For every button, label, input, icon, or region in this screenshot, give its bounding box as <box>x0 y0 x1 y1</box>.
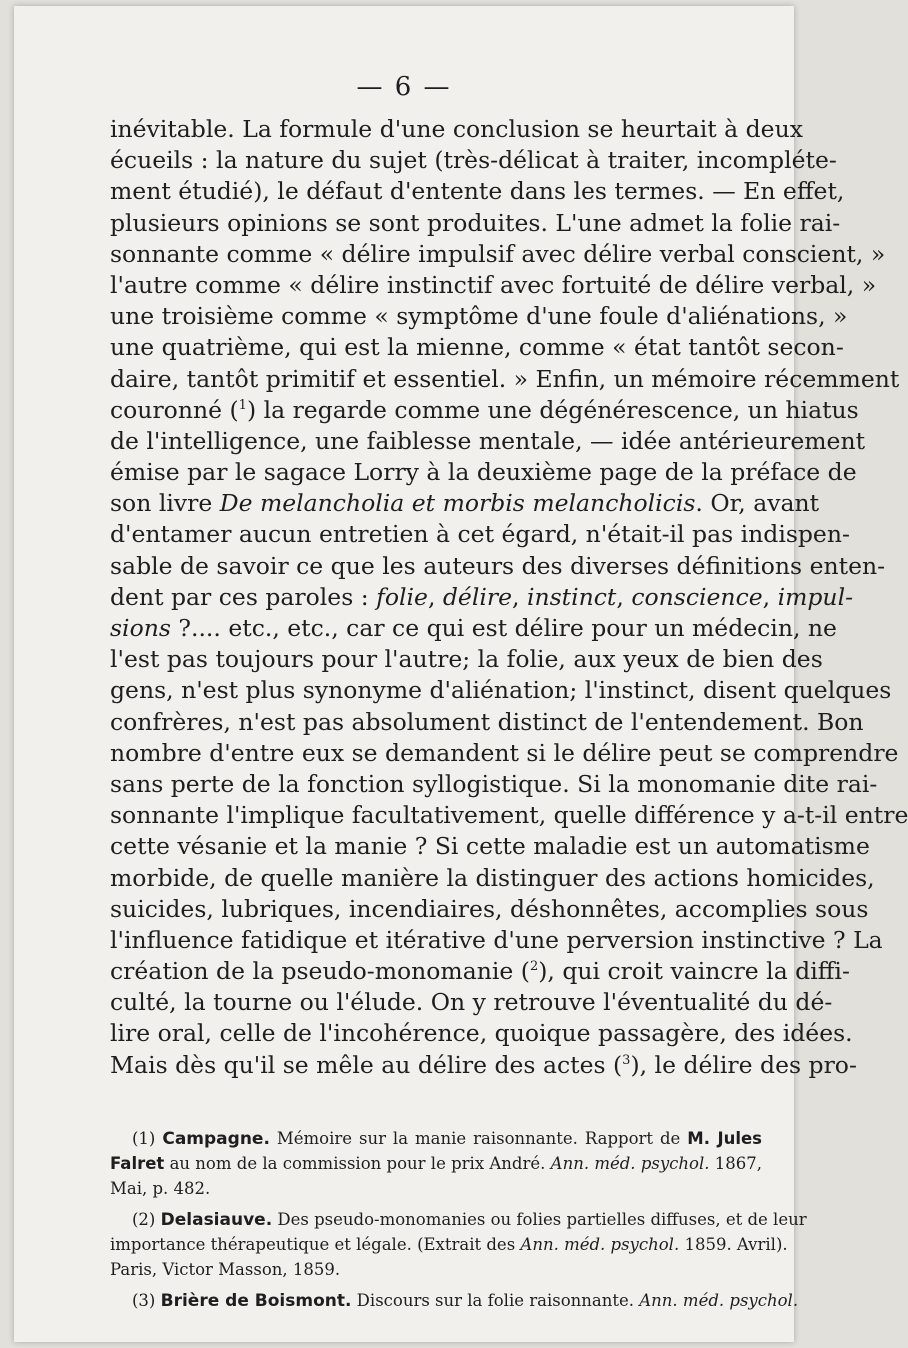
text-line: sans perte de la fonction syllogistique. Si la monomanie dite rai- <box>110 769 878 798</box>
text-line: de l'intelligence, une faiblesse mentale, — idée antérieurement <box>110 426 866 455</box>
footnote-author: Brière de Boismont. <box>160 1291 352 1311</box>
footnote-marker: (3) <box>132 1291 161 1310</box>
text-line: écueils : la nature du sujet (très-délicat à traiter, incompléte- <box>110 146 837 175</box>
text-line: lire oral, celle de l'incohérence, quoique passagère, des idées. <box>110 1019 853 1048</box>
text-line: gens, n'est plus synonyme d'aliénation; l'instinct, disent quelques <box>110 676 892 705</box>
text-line: l'influence fatidique et itérative d'une perversion instinctive ? La <box>110 925 883 954</box>
footnote-line: Mai, p. 482. <box>110 1179 211 1198</box>
text-line <box>110 395 859 426</box>
text-segment: , <box>512 582 527 611</box>
footnote-name: M. Jules <box>687 1129 762 1148</box>
footnote-author: Campagne. <box>162 1129 270 1149</box>
text-segment: couronné ( <box>110 395 239 424</box>
book-title: De melancholia et morbis melancholicis <box>219 489 696 518</box>
text-line: confrères, n'est pas absolument distinct de l'entendement. Bon <box>110 707 864 736</box>
text-line <box>110 956 850 987</box>
text-segment: son livre <box>110 489 220 518</box>
text-segment: ), le délire des pro- <box>630 1050 857 1079</box>
text-segment: , <box>427 582 443 611</box>
footnote-text: au nom de la commission pour le prix André. <box>164 1154 551 1173</box>
text-segment: ), qui croit vaincre la diffi- <box>538 957 850 986</box>
text-line: inévitable. La formule d'une conclusion se heurtait à deux <box>110 115 803 143</box>
footnote-line: Paris, Victor Masson, 1859. <box>110 1260 341 1279</box>
footnote-text: 1867, <box>709 1154 762 1173</box>
footnote-text: Mémoire sur la manie raisonnante. Rapport de <box>269 1129 688 1148</box>
term: conscience <box>631 582 763 611</box>
term: instinct <box>526 582 617 611</box>
term: impul- <box>777 582 854 611</box>
text-line: d'entamer aucun entretien à cet égard, n'était-il pas indispen- <box>110 520 850 549</box>
footnotes <box>110 1126 807 1319</box>
text-line: culté, la tourne ou l'élude. On y retrouve l'éventualité du dé- <box>110 988 833 1017</box>
text-line: cette vésanie et la manie ? Si cette maladie est un automatisme <box>110 832 870 861</box>
footnote-3 <box>110 1288 799 1313</box>
body-text <box>110 114 908 1081</box>
text-segment: . Or, avant <box>695 489 820 518</box>
text-line: daire, tantôt primitif et essentiel. » Enfin, un mémoire récemment <box>110 364 900 393</box>
footnote-text: Des pseudo-monomanies ou folies partielles diffuses, et de leur <box>272 1210 807 1229</box>
text-segment: création de la pseudo-monomanie ( <box>110 957 530 986</box>
footnote-ref[interactable]: 1 <box>238 397 247 413</box>
document-page <box>14 6 908 1342</box>
term: délire <box>442 582 513 611</box>
footnote-text: Discours sur la folie raisonnante. <box>351 1291 640 1310</box>
footnote-ref[interactable]: 2 <box>529 959 539 975</box>
text-line: sonnante l'implique facultativement, quelle différence y a-t-il entre <box>110 801 908 830</box>
text-line <box>110 488 820 519</box>
footnote-marker: (2) <box>132 1210 161 1229</box>
text-line: une quatrième, qui est la mienne, comme « état tantôt secon- <box>110 333 844 362</box>
term: folie <box>376 582 428 611</box>
text-line: émise par le sagace Lorry à la deuxième page de la préface de <box>110 458 857 487</box>
text-line: morbide, de quelle manière la distinguer des actions homicides, <box>110 863 875 892</box>
text-line: ment étudié), le défaut d'entente dans les termes. — En effet, <box>110 177 845 206</box>
text-line: l'est pas toujours pour l'autre; la folie, aux yeux de bien des <box>110 645 823 674</box>
footnote-line <box>110 1126 762 1151</box>
text-segment: dent par ces paroles : <box>110 582 377 611</box>
journal-title: Ann. méd. psychol. <box>639 1291 799 1310</box>
footnote-line <box>110 1288 799 1313</box>
text-line: sonnante comme « délire impulsif avec délire verbal conscient, » <box>110 239 886 268</box>
footnote-name: Falret <box>110 1154 165 1173</box>
text-line: une troisième comme « symptôme d'une foule d'aliénations, » <box>110 302 848 331</box>
text-segment: , <box>616 582 632 611</box>
text-line: sable de savoir ce que les auteurs des diverses définitions enten- <box>110 551 886 580</box>
text-segment: ?.... etc., etc., car ce qui est délire pour un médecin, ne <box>170 614 837 642</box>
footnote-2 <box>110 1207 807 1282</box>
footnote-1 <box>110 1126 762 1201</box>
footnote-text: 1859. Avril). <box>679 1235 788 1254</box>
text-line: nombre d'entre eux se demandent si le délire peut se comprendre <box>110 738 899 767</box>
footnote-line <box>110 1151 762 1176</box>
text-line <box>110 613 837 644</box>
text-segment: ) la regarde comme une dégénérescence, un hiatus <box>246 395 859 424</box>
text-line: plusieurs opinions se sont produites. L'une admet la folie rai- <box>110 208 841 237</box>
text-line: suicides, lubriques, incendiaires, déshonnêtes, accomplies sous <box>110 894 869 923</box>
text-line <box>110 1050 857 1081</box>
term: sions <box>110 614 171 642</box>
text-line: l'autre comme « délire instinctif avec fortuité de délire verbal, » <box>110 270 877 299</box>
footnote-line <box>110 1207 807 1232</box>
text-segment: Mais dès qu'il se mêle au délire des actes ( <box>110 1050 623 1079</box>
journal-title: Ann. méd. psychol. <box>520 1235 680 1254</box>
journal-title: Ann. méd. psychol. <box>550 1154 710 1173</box>
footnote-line <box>110 1232 788 1257</box>
footnote-ref[interactable]: 3 <box>622 1052 631 1068</box>
text-line <box>110 582 854 613</box>
footnote-marker: (1) <box>132 1129 163 1148</box>
footnote-text: importance thérapeutique et légale. (Extrait des <box>110 1235 521 1254</box>
footnote-author: Delasiauve. <box>160 1210 273 1230</box>
page-number: — 6 — <box>356 72 452 102</box>
text-segment: , <box>762 582 778 611</box>
